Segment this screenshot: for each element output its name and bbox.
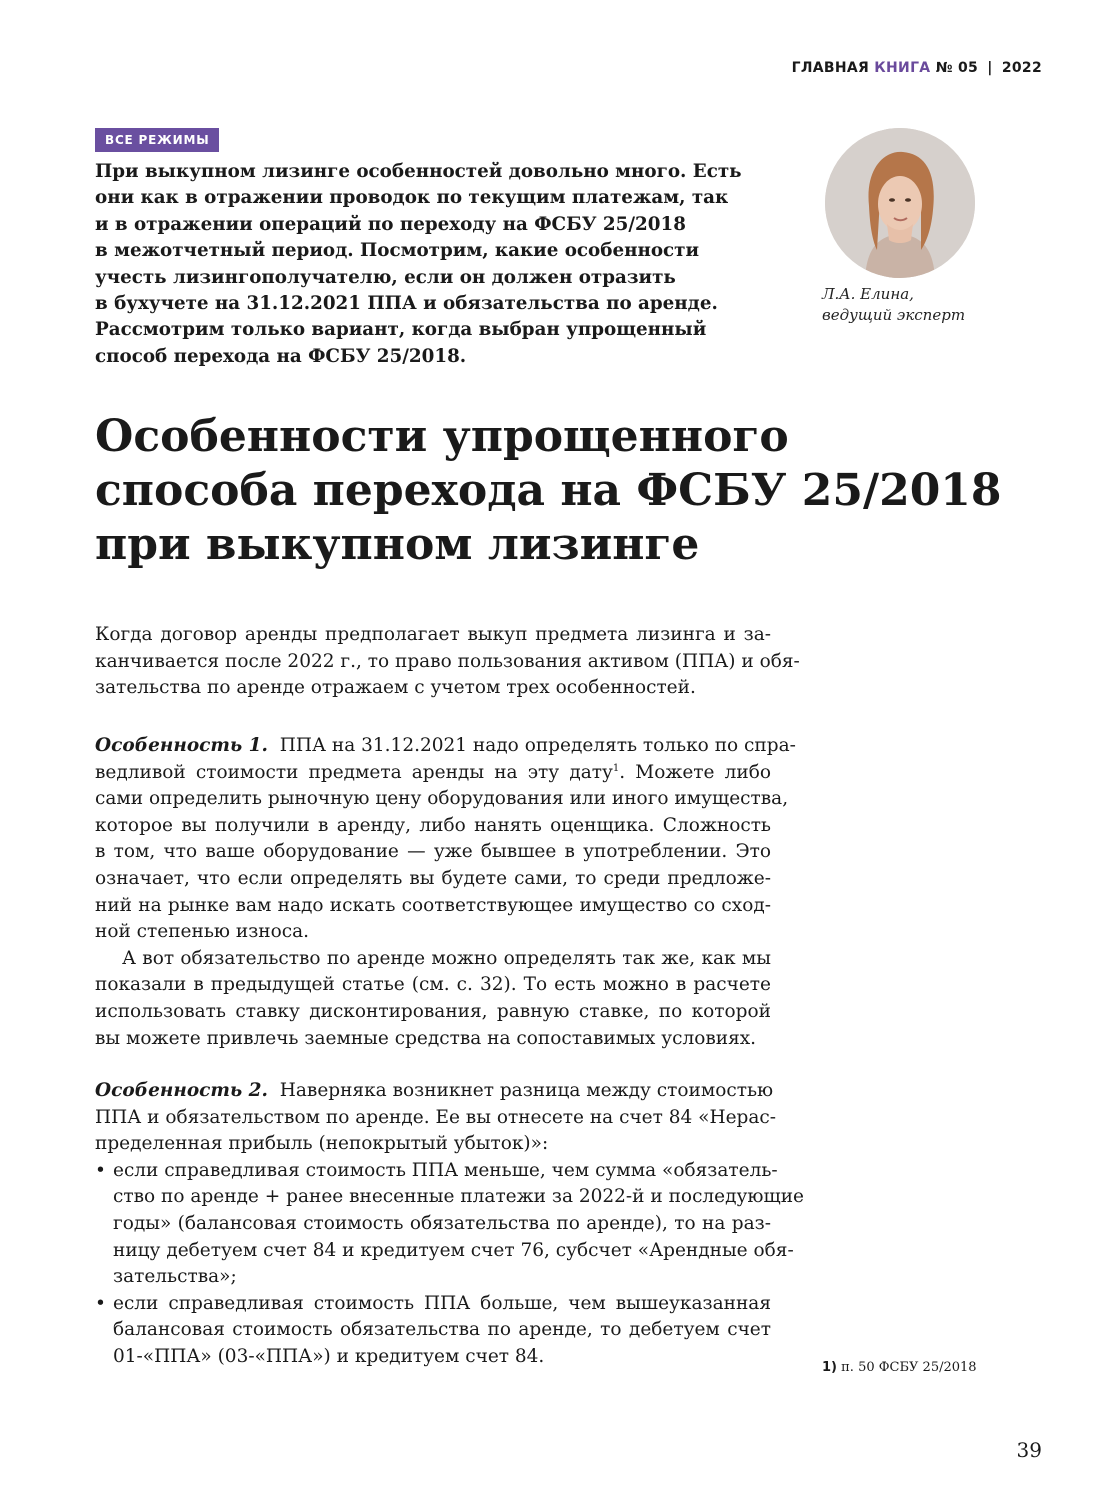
footnote-ref: 1 [612,762,620,774]
body-line: зательства по аренде отражаем с учетом трех особенностей. [95,677,696,699]
intro-paragraph [95,622,800,702]
footnote-text: п. 50 ФСБУ 25/2018 [841,1360,977,1375]
lead-line: Рассмотрим только вариант, когда выбран упрощенный [95,319,707,341]
feature-2-text: Наверняка возникнет разница между стоимостью [279,1080,774,1101]
running-header [792,60,1042,76]
lead-paragraph [95,159,785,370]
body-line: ППА и обязательством по аренде. Ее вы отнесете на счет 84 «Нерас- [95,1106,777,1128]
article-title [95,410,1002,572]
rubric-tag: ВСЕ РЕЖИМЫ [95,128,219,152]
lead-line: они как в отражении проводок по текущим платежам, так [95,187,729,209]
magazine-name-part2: КНИГА [874,60,931,76]
body-line: пределенная прибыль (непокрытый убыток)»: [95,1133,549,1155]
author-role: ведущий эксперт [822,306,966,324]
body-line: если справедливая стоимость ППА больше, чем вышеуказанная [113,1292,771,1314]
issue-year: 2022 [1001,60,1042,76]
feature-2-label: Особенность 2. [95,1080,268,1101]
title-line: способа перехода на ФСБУ 25/2018 [95,465,1002,516]
lead-line: и в отражении операций по переходу на ФСБУ 25/2018 [95,213,686,235]
body-line: использовать ставку дисконтирования, равную ставке, по которой [95,1000,771,1022]
lead-line: При выкупном лизинге особенностей довольно много. Есть [95,161,742,182]
body-line: годы» (балансовая стоимость обязательства по аренде), то на раз- [113,1212,771,1234]
title-line: Особенности упрощенного [95,411,789,462]
body-line: 01-«ППА» (03-«ППА») и кредитуем счет 84. [113,1345,545,1367]
body-line: Когда договор аренды предполагает выкуп предмета лизинга и за- [95,624,771,645]
body-line-part: ведливой стоимости предмета аренды на эту дату [95,761,613,783]
lead-line: учесть лизингополучателю, если он должен отразить [95,266,676,288]
issue-number: № 05 [935,60,979,76]
body-line: сами определить рыночную цену оборудования или иного имущества, [95,788,789,810]
body-line: вы можете привлечь заемные средства на сопоставимых условиях. [95,1027,757,1049]
body-line: ний на рынке вам надо искать соответствующее имущество со сход- [95,894,771,916]
feature-2-section [95,1078,804,1371]
body-line: зательства»; [113,1266,237,1288]
body-line: ство по аренде + ранее внесенные платежи за 2022-й и последующие [113,1186,804,1208]
bullet-icon: • [95,1159,106,1181]
bullet-item [95,1291,771,1371]
feature-2-first-line [95,1078,774,1105]
bullet-icon: • [95,1292,106,1314]
body-line: балансовая стоимость обязательства по аренде, то дебетуем счет [113,1319,771,1341]
bullet-item [95,1158,804,1291]
author-name: Л.А. Елина, [822,285,914,303]
body-line: ной степенью износа. [95,921,310,943]
lead-line: способ перехода на ФСБУ 25/2018. [95,345,467,367]
body-line: А вот обязательство по аренде можно определять так же, как мы [122,947,771,969]
body-line: канчивается после 2022 г., то право пользования активом (ППА) и обя- [95,650,800,672]
title-line: при выкупном лизинге [95,519,700,570]
author-portrait-icon [825,128,975,278]
header-separator: | [987,60,993,76]
body-line: если справедливая стоимость ППА меньше, чем сумма «обязатель- [113,1159,778,1181]
feature-1-section [95,733,796,1052]
body-line: в том, что ваше оборудование — уже бывшее в употреблении. Это [95,841,771,863]
feature-1-label: Особенность 1. [95,735,268,756]
body-line: которое вы получили в аренду, либо нанять оценщика. Сложность [95,814,771,836]
magazine-name-part1: ГЛАВНАЯ [791,60,870,76]
feature-1-second-line [95,760,771,787]
lead-line: в межотчетный период. Посмотрим, какие особенности [95,240,700,262]
author-photo [825,128,975,278]
author-caption [822,284,965,326]
feature-1-first-line [95,733,796,760]
footnote [822,1360,977,1375]
lead-line: в бухучете на 31.12.2021 ППА и обязательства по аренде. [95,293,718,315]
feature-1-text: ППА на 31.12.2021 надо определять только по спра- [279,735,796,756]
page-number: 39 [1016,1438,1042,1462]
body-line-part: . Можете либо [619,761,771,783]
body-line: показали в предыдущей статье (см. с. 32). То есть можно в расчете [95,974,771,996]
body-line: ницу дебетуем счет 84 и кредитуем счет 76, субсчет «Арендные обя- [113,1239,794,1261]
body-line: означает, что если определять вы будете сами, то среди предложе- [95,867,771,889]
footnote-number: 1) [822,1360,837,1375]
